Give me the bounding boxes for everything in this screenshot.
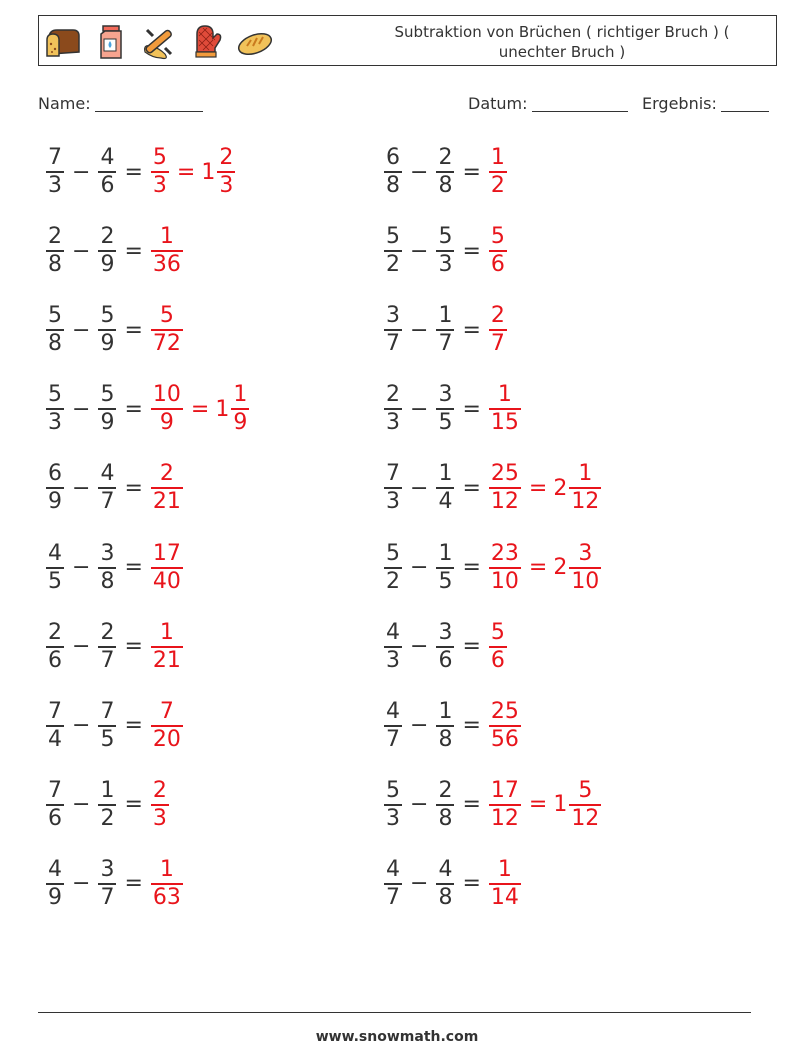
subtrahend-fraction-denominator: 7 — [100, 647, 115, 673]
answer-fraction-denominator: 6 — [490, 647, 505, 673]
name-field — [38, 94, 203, 113]
equals-sign-answer: = — [528, 792, 548, 818]
equals-sign: = — [124, 713, 143, 739]
answer-fraction — [151, 145, 169, 199]
mixed-fraction-numerator: 1 — [578, 461, 593, 487]
minuend-fraction — [384, 382, 402, 436]
answer-fraction-denominator: 20 — [152, 726, 181, 752]
problem-12 — [382, 538, 603, 598]
subtrahend-fraction-denominator: 6 — [438, 647, 453, 673]
answer-fraction-numerator: 17 — [490, 777, 519, 803]
footer-url: www.snowmath.com — [315, 1029, 479, 1045]
subtrahend-fraction-denominator: 8 — [438, 173, 453, 198]
subtrahend-fraction-numerator: 4 — [100, 145, 115, 170]
answer-fraction-denominator: 40 — [152, 568, 181, 594]
answer-fraction — [151, 857, 183, 911]
equals-sign: = — [124, 396, 143, 422]
minuend-fraction — [384, 145, 402, 199]
answer-fraction-denominator: 10 — [490, 568, 519, 594]
mixed-fraction-denominator: 12 — [571, 805, 600, 831]
subtrahend-fraction — [436, 778, 454, 832]
answer-fraction-denominator: 2 — [490, 173, 505, 198]
answer-fraction-denominator: 56 — [490, 726, 519, 752]
mixed-fraction-numerator: 1 — [233, 382, 248, 408]
minus-sign: − — [72, 475, 91, 501]
minus-sign: − — [410, 713, 429, 739]
equals-sign: = — [462, 238, 481, 264]
minus-sign: − — [72, 159, 91, 185]
answer-fraction — [151, 461, 183, 515]
mixed-whole: 2 — [553, 475, 568, 501]
subtrahend-fraction — [98, 541, 116, 595]
answer-fraction-denominator: 3 — [152, 805, 167, 831]
minuend-fraction-numerator: 5 — [48, 303, 62, 329]
minuend-fraction-denominator: 2 — [386, 568, 400, 594]
mixed-fraction — [231, 382, 249, 436]
subtrahend-fraction-numerator: 5 — [438, 224, 453, 250]
answer-fraction — [489, 857, 521, 911]
equals-sign: = — [462, 634, 481, 660]
subtrahend-fraction-denominator: 8 — [100, 568, 115, 594]
equals-sign: = — [124, 871, 143, 897]
equals-sign: = — [462, 555, 481, 580]
answer-fraction — [151, 224, 183, 278]
minus-sign: − — [410, 634, 429, 660]
problem-2 — [382, 142, 509, 202]
subtrahend-fraction — [436, 541, 454, 595]
minuend-fraction-denominator: 8 — [48, 331, 62, 357]
subtrahend-fraction-numerator: 1 — [100, 777, 115, 803]
mixed-fraction-denominator: 3 — [219, 173, 234, 198]
answer-fraction-denominator: 14 — [490, 884, 519, 910]
equals-sign: = — [462, 396, 481, 422]
minus-sign: − — [410, 475, 429, 501]
answer-fraction-denominator: 12 — [490, 489, 519, 515]
mixed-whole: 1 — [201, 159, 216, 185]
answer-fraction — [151, 303, 183, 357]
subtrahend-fraction-denominator: 7 — [438, 331, 453, 357]
subtrahend-fraction — [436, 145, 454, 199]
minuend-fraction-denominator: 7 — [386, 884, 400, 910]
answer-fraction-numerator: 1 — [490, 145, 505, 170]
subtrahend-fraction-numerator: 4 — [100, 461, 115, 487]
answer-fraction — [489, 145, 507, 199]
mixed-fraction-denominator: 9 — [233, 410, 248, 436]
equals-sign: = — [124, 475, 143, 501]
minuend-fraction — [384, 303, 402, 357]
minuend-fraction-numerator: 5 — [386, 224, 400, 250]
mixed-fraction-numerator: 2 — [219, 145, 234, 170]
subtrahend-fraction-denominator: 5 — [438, 410, 453, 436]
minus-sign: − — [72, 871, 91, 897]
minuend-fraction — [46, 778, 64, 832]
minuend-fraction-numerator: 2 — [48, 619, 62, 645]
minus-sign: − — [72, 792, 91, 818]
answer-fraction — [489, 303, 507, 357]
answer-fraction-denominator: 21 — [152, 489, 181, 515]
minuend-fraction-numerator: 4 — [48, 856, 62, 882]
minuend-fraction — [46, 382, 64, 436]
subtrahend-fraction-numerator: 3 — [438, 619, 453, 645]
subtrahend-fraction — [436, 699, 454, 753]
answer-fraction-numerator: 2 — [159, 461, 174, 487]
minuend-fraction — [46, 699, 64, 753]
subtrahend-fraction-denominator: 9 — [100, 331, 115, 357]
bread-icon — [43, 22, 83, 62]
minuend-fraction — [384, 778, 402, 832]
subtrahend-fraction — [98, 620, 116, 674]
subtrahend-fraction-numerator: 7 — [100, 698, 115, 724]
subtrahend-fraction — [98, 224, 116, 278]
rolling-pin-icon — [139, 22, 179, 62]
answer-fraction-numerator: 1 — [497, 382, 512, 408]
minuend-fraction — [384, 857, 402, 911]
minuend-fraction — [384, 224, 402, 278]
minuend-fraction — [384, 620, 402, 674]
result-field — [642, 94, 769, 113]
problem-16 — [382, 696, 523, 756]
problem-10 — [382, 458, 603, 518]
equals-sign: = — [462, 159, 481, 185]
problem-14 — [382, 617, 509, 677]
subtrahend-fraction-numerator: 3 — [438, 382, 453, 408]
minuend-fraction-numerator: 6 — [386, 145, 400, 170]
answer-fraction-denominator: 7 — [490, 331, 505, 357]
answer-fraction — [489, 224, 507, 278]
answer-fraction-denominator: 21 — [152, 647, 181, 673]
minuend-fraction-numerator: 5 — [48, 382, 62, 408]
minus-sign: − — [72, 713, 91, 739]
minuend-fraction-numerator: 7 — [48, 145, 62, 170]
subtrahend-fraction-numerator: 1 — [438, 698, 453, 724]
subtrahend-fraction — [436, 461, 454, 515]
answer-fraction-numerator: 1 — [159, 856, 174, 882]
subtrahend-fraction-denominator: 8 — [438, 726, 453, 752]
minuend-fraction-numerator: 7 — [48, 777, 62, 803]
answer-fraction-numerator: 5 — [490, 619, 505, 645]
answer-fraction — [151, 699, 183, 753]
equals-sign: = — [462, 475, 481, 501]
minuend-fraction-denominator: 3 — [386, 647, 400, 673]
minuend-fraction-numerator: 5 — [386, 540, 400, 566]
problem-4 — [382, 221, 509, 281]
answer-fraction-numerator: 25 — [490, 698, 519, 724]
minuend-fraction — [46, 620, 64, 674]
subtrahend-fraction — [436, 382, 454, 436]
subtrahend-fraction-numerator: 2 — [438, 145, 453, 170]
minus-sign: − — [410, 396, 429, 422]
minus-sign: − — [410, 792, 429, 818]
subtrahend-fraction-numerator: 1 — [438, 540, 453, 566]
minus-sign: − — [72, 555, 91, 580]
minus-sign: − — [72, 634, 91, 660]
subtrahend-fraction — [98, 382, 116, 436]
mixed-fraction-numerator: 5 — [578, 777, 593, 803]
answer-fraction-numerator: 5 — [159, 303, 174, 329]
problem-17 — [44, 775, 171, 835]
minuend-fraction-numerator: 4 — [386, 619, 400, 645]
minuend-fraction — [46, 145, 64, 199]
oven-mitt-icon — [187, 22, 227, 62]
subtrahend-fraction-numerator: 5 — [100, 382, 115, 408]
minuend-fraction — [384, 461, 402, 515]
minuend-fraction-denominator: 9 — [48, 489, 62, 515]
answer-fraction-numerator: 1 — [159, 619, 174, 645]
minuend-fraction — [46, 303, 64, 357]
date-blank[interactable] — [532, 95, 628, 112]
equals-sign: = — [462, 713, 481, 739]
answer-fraction-denominator: 36 — [152, 252, 181, 278]
minus-sign: − — [410, 871, 429, 897]
subtrahend-fraction-denominator: 7 — [100, 489, 115, 515]
minus-sign: − — [72, 317, 91, 343]
problem-11 — [44, 538, 185, 598]
answer-fraction-numerator: 25 — [490, 461, 519, 487]
subtrahend-fraction-denominator: 9 — [100, 252, 115, 278]
minuend-fraction-denominator: 3 — [48, 173, 62, 198]
answer-fraction-numerator: 5 — [152, 145, 167, 170]
answer-fraction-numerator: 1 — [497, 856, 512, 882]
mixed-fraction — [217, 145, 235, 199]
minuend-fraction — [384, 541, 402, 595]
answer-fraction — [489, 541, 521, 595]
answer-fraction — [151, 778, 169, 832]
minuend-fraction-denominator: 3 — [386, 489, 400, 515]
minuend-fraction-denominator: 3 — [48, 410, 62, 436]
baguette-icon — [235, 22, 275, 62]
subtrahend-fraction-denominator: 8 — [438, 884, 453, 910]
subtrahend-fraction-denominator: 5 — [100, 726, 115, 752]
subtrahend-fraction-denominator: 9 — [100, 410, 115, 436]
answer-fraction-denominator: 3 — [152, 173, 167, 198]
subtrahend-fraction — [98, 303, 116, 357]
equals-sign: = — [462, 871, 481, 897]
name-label: Name: — [38, 94, 91, 113]
worksheet-header — [38, 15, 777, 66]
problem-3 — [44, 221, 185, 281]
equals-sign: = — [462, 317, 481, 343]
answer-fraction-numerator: 23 — [490, 540, 519, 566]
equals-sign: = — [124, 792, 143, 818]
equals-sign: = — [124, 555, 143, 580]
subtrahend-fraction-numerator: 1 — [438, 461, 453, 487]
equals-sign: = — [124, 159, 143, 185]
answer-fraction — [489, 620, 507, 674]
result-label: Ergebnis: — [642, 94, 717, 113]
problem-7 — [44, 379, 251, 439]
answer-fraction-denominator: 9 — [159, 410, 174, 436]
minuend-fraction-numerator: 4 — [386, 698, 400, 724]
minuend-fraction-denominator: 6 — [48, 805, 62, 831]
answer-fraction — [489, 461, 521, 515]
subtrahend-fraction-numerator: 4 — [438, 856, 453, 882]
subtrahend-fraction-denominator: 2 — [100, 805, 115, 831]
date-label: Datum: — [468, 94, 528, 113]
problem-19 — [44, 854, 185, 914]
minus-sign: − — [410, 555, 429, 580]
answer-fraction — [151, 541, 183, 595]
date-field — [468, 94, 628, 113]
minuend-fraction-numerator: 6 — [48, 461, 62, 487]
minuend-fraction — [46, 541, 64, 595]
answer-fraction — [489, 699, 521, 753]
answer-fraction — [489, 778, 521, 832]
minuend-fraction-numerator: 2 — [48, 224, 62, 250]
answer-fraction-numerator: 2 — [490, 303, 505, 329]
mixed-fraction-denominator: 10 — [571, 568, 600, 594]
problem-8 — [382, 379, 523, 439]
minuend-fraction-denominator: 2 — [386, 252, 400, 278]
minus-sign: − — [72, 396, 91, 422]
answer-fraction — [151, 382, 183, 436]
answer-fraction-denominator: 72 — [152, 331, 181, 357]
minuend-fraction-denominator: 3 — [386, 410, 400, 436]
subtrahend-fraction-denominator: 3 — [438, 252, 453, 278]
equals-sign-answer: = — [176, 159, 196, 185]
minuend-fraction-denominator: 7 — [386, 331, 400, 357]
minuend-fraction-denominator: 3 — [386, 805, 400, 831]
minuend-fraction-numerator: 5 — [386, 777, 400, 803]
answer-fraction-denominator: 63 — [152, 884, 181, 910]
minuend-fraction-denominator: 5 — [48, 568, 62, 594]
subtrahend-fraction-denominator: 4 — [438, 489, 453, 515]
minuend-fraction — [46, 857, 64, 911]
answer-fraction-numerator: 2 — [152, 777, 167, 803]
subtrahend-fraction — [98, 778, 116, 832]
subtrahend-fraction — [98, 857, 116, 911]
subtrahend-fraction-numerator: 2 — [438, 777, 453, 803]
subtrahend-fraction — [98, 699, 116, 753]
answer-fraction-numerator: 5 — [490, 224, 505, 250]
mixed-fraction — [569, 541, 601, 595]
footer-divider — [38, 1012, 751, 1013]
minuend-fraction — [384, 699, 402, 753]
equals-sign-answer: = — [190, 396, 210, 422]
problem-18 — [382, 775, 603, 835]
result-blank[interactable] — [721, 95, 769, 112]
subtrahend-fraction-numerator: 2 — [100, 224, 115, 250]
subtrahend-fraction-numerator: 3 — [100, 856, 115, 882]
answer-fraction-numerator: 1 — [159, 224, 174, 250]
equals-sign: = — [124, 238, 143, 264]
subtrahend-fraction — [436, 620, 454, 674]
minuend-fraction-numerator: 7 — [48, 698, 62, 724]
answer-fraction — [151, 620, 183, 674]
answer-fraction-numerator: 17 — [152, 540, 181, 566]
header-icons — [43, 22, 275, 62]
equals-sign: = — [462, 792, 481, 818]
subtrahend-fraction-denominator: 7 — [100, 884, 115, 910]
mixed-fraction — [569, 778, 601, 832]
subtrahend-fraction-denominator: 6 — [100, 173, 115, 198]
mixed-fraction — [569, 461, 601, 515]
minus-sign: − — [410, 317, 429, 343]
problem-13 — [44, 617, 185, 677]
milk-carton-icon — [91, 22, 131, 62]
subtrahend-fraction — [436, 303, 454, 357]
mixed-whole: 1 — [215, 396, 230, 422]
problem-9 — [44, 458, 185, 518]
minuend-fraction-numerator: 4 — [386, 856, 400, 882]
problem-1 — [44, 142, 237, 202]
minuend-fraction-denominator: 7 — [386, 726, 400, 752]
worksheet-title: Subtraktion von Brüchen ( richtiger Bruch ) ( unechter Bruch ) — [394, 23, 730, 61]
minuend-fraction-numerator: 4 — [48, 540, 62, 566]
mixed-whole: 1 — [553, 792, 568, 818]
minuend-fraction-denominator: 8 — [386, 173, 400, 198]
subtrahend-fraction-numerator: 5 — [100, 303, 115, 329]
subtrahend-fraction-numerator: 3 — [100, 540, 115, 566]
minuend-fraction-numerator: 7 — [386, 461, 400, 487]
name-blank[interactable] — [95, 95, 203, 112]
answer-fraction-numerator: 10 — [152, 382, 181, 408]
subtrahend-fraction — [98, 145, 116, 199]
answer-fraction-denominator: 15 — [490, 410, 519, 436]
minuend-fraction-denominator: 4 — [48, 726, 62, 752]
mixed-fraction-denominator: 12 — [571, 489, 600, 515]
subtrahend-fraction — [436, 857, 454, 911]
subtrahend-fraction-numerator: 1 — [438, 303, 453, 329]
problem-20 — [382, 854, 523, 914]
subtrahend-fraction — [98, 461, 116, 515]
answer-fraction-numerator: 7 — [159, 698, 174, 724]
subtrahend-fraction — [436, 224, 454, 278]
equals-sign: = — [124, 634, 143, 660]
problem-5 — [44, 300, 185, 360]
minus-sign: − — [410, 159, 429, 185]
equals-sign: = — [124, 317, 143, 343]
minuend-fraction-denominator: 6 — [48, 647, 62, 673]
minuend-fraction — [46, 461, 64, 515]
answer-fraction — [489, 382, 521, 436]
equals-sign-answer: = — [528, 475, 548, 501]
answer-fraction-denominator: 6 — [490, 252, 505, 278]
minuend-fraction-numerator: 2 — [386, 382, 400, 408]
minuend-fraction-denominator: 8 — [48, 252, 62, 278]
problem-15 — [44, 696, 185, 756]
subtrahend-fraction-numerator: 2 — [100, 619, 115, 645]
minuend-fraction-numerator: 3 — [386, 303, 400, 329]
minus-sign: − — [72, 238, 91, 264]
mixed-fraction-numerator: 3 — [578, 540, 593, 566]
minus-sign: − — [410, 238, 429, 264]
mixed-whole: 2 — [553, 555, 568, 580]
subtrahend-fraction-denominator: 5 — [438, 568, 453, 594]
minuend-fraction — [46, 224, 64, 278]
problem-6 — [382, 300, 509, 360]
minuend-fraction-denominator: 9 — [48, 884, 62, 910]
subtrahend-fraction-denominator: 8 — [438, 805, 453, 831]
equals-sign-answer: = — [528, 555, 548, 580]
answer-fraction-denominator: 12 — [490, 805, 519, 831]
